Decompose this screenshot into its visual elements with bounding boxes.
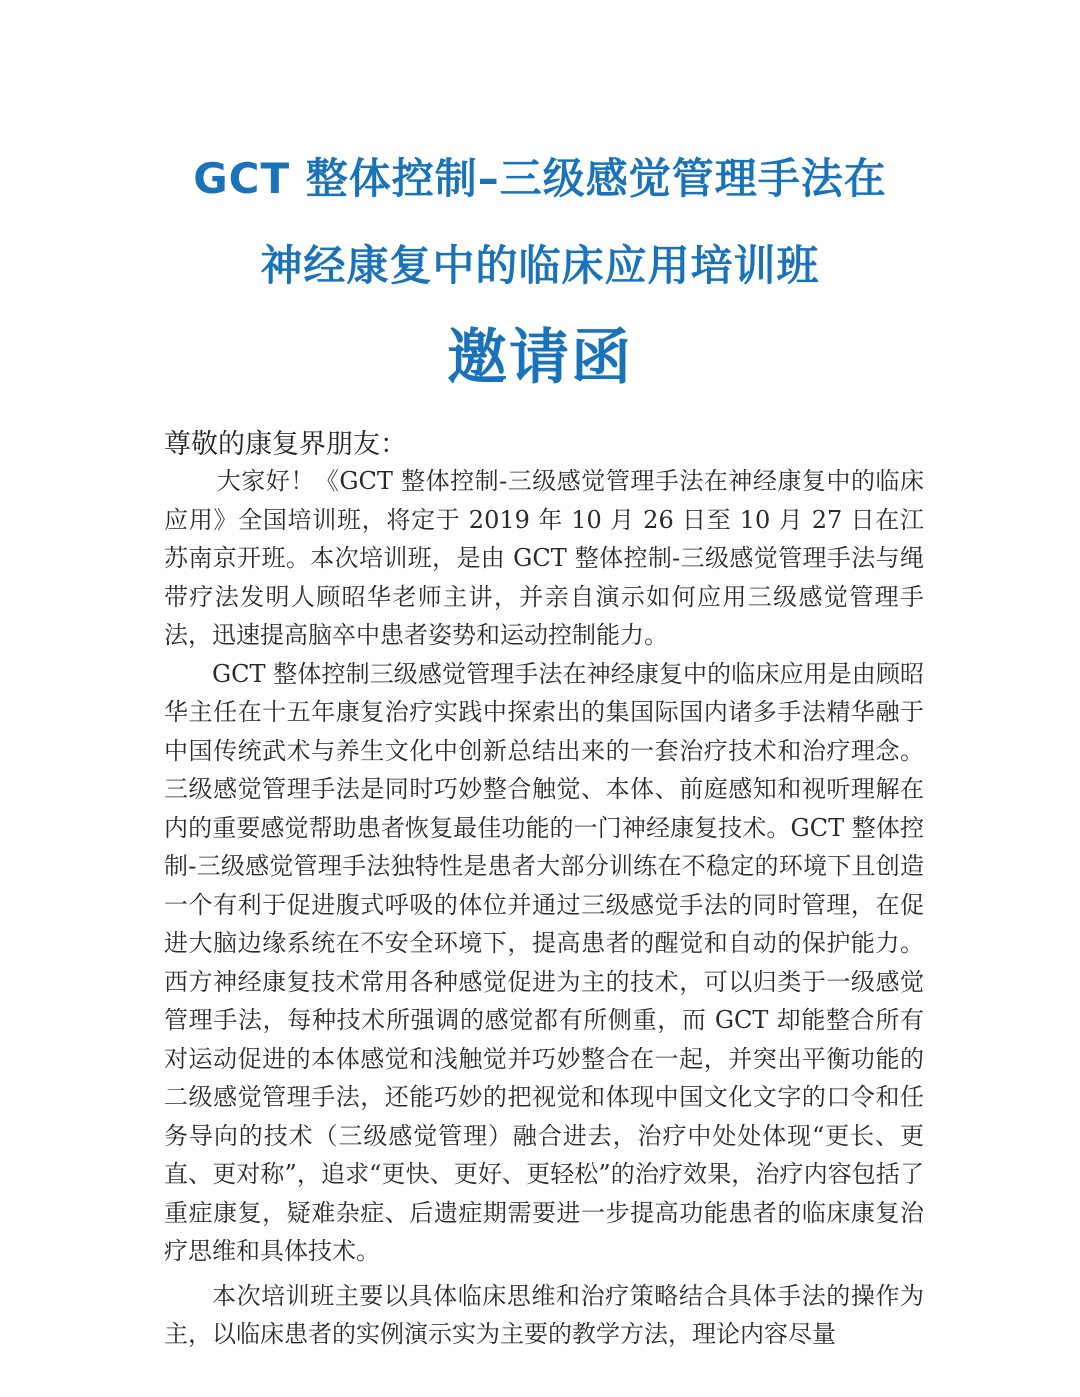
body-text	[164, 462, 924, 1354]
paragraph-training-format: 本次培训班主要以具体临床思维和治疗策略结合具体手法的操作为主，以临床患者的实例演示实为主要的教学方法，理论内容尽量	[164, 1281, 924, 1348]
greeting: 尊敬的康复界朋友：	[164, 429, 407, 460]
title-line-1: GCT 整体控制–三级感觉管理手法在	[193, 154, 887, 203]
title-invitation: 邀请函	[447, 323, 633, 393]
paragraph-gct-description: GCT 整体控制三级感觉管理手法在神经康复中的临床应用是由顾昭华主任在十五年康复治疗实践中探索出的集国际国内诸多手法精华融于中国传统武术与养生文化中创新总结出来的一套治疗技术和治疗理念。三级感觉管理手法是同时巧妙整合触觉、本体、前庭感知和视听理解在内的重要感觉帮助患者恢复最佳功能的一门神经康复技术。GCT 整体控制-三级感觉管理手法独特性是患者大部分训练在不稳定的环境下且创造一个有利于促进腹式呼吸的体位并通过三级感觉手法的同时管理，在促进大脑边缘系统在不安全环境下，提高患者的醒觉和自动的保护能力。西方神经康复技术常用各种感觉促进为主的技术，可以归类于一级感觉管理手法，每种技术所强调的感觉都有所侧重，而 GCT 却能整合所有对运动促进的本体感觉和浅触觉并巧妙整合在一起，并突出平衡功能的二级感觉管理手法，还能巧妙的把视觉和体现中国文化文字的口令和任务导向的技术（三级感觉管理）融合进去，治疗中处处体现“更长、更直、更对称”，追求“更快、更好、更轻松”的治疗效果，治疗内容包括了重症康复，疑难杂症、后遗症期需要进一步提高功能患者的临床康复治疗思维和具体技术。	[164, 659, 924, 1265]
paragraph-intro: 大家好！《GCT 整体控制-三级感觉管理手法在神经康复中的临床应用》全国培训班，将定于 2019 年 10 月 26 日至 10 月 27 日在江苏南京开班。本次培训班，是由 GCT 整体控制-三级感觉管理手法与绳带疗法发明人顾昭华老师主讲，并亲自演示如何应用三级感觉管理手法，迅速提高脑卒中患者姿势和运动控制能力。	[164, 467, 924, 649]
title-line-2: 神经康复中的临床应用培训班	[260, 241, 820, 290]
